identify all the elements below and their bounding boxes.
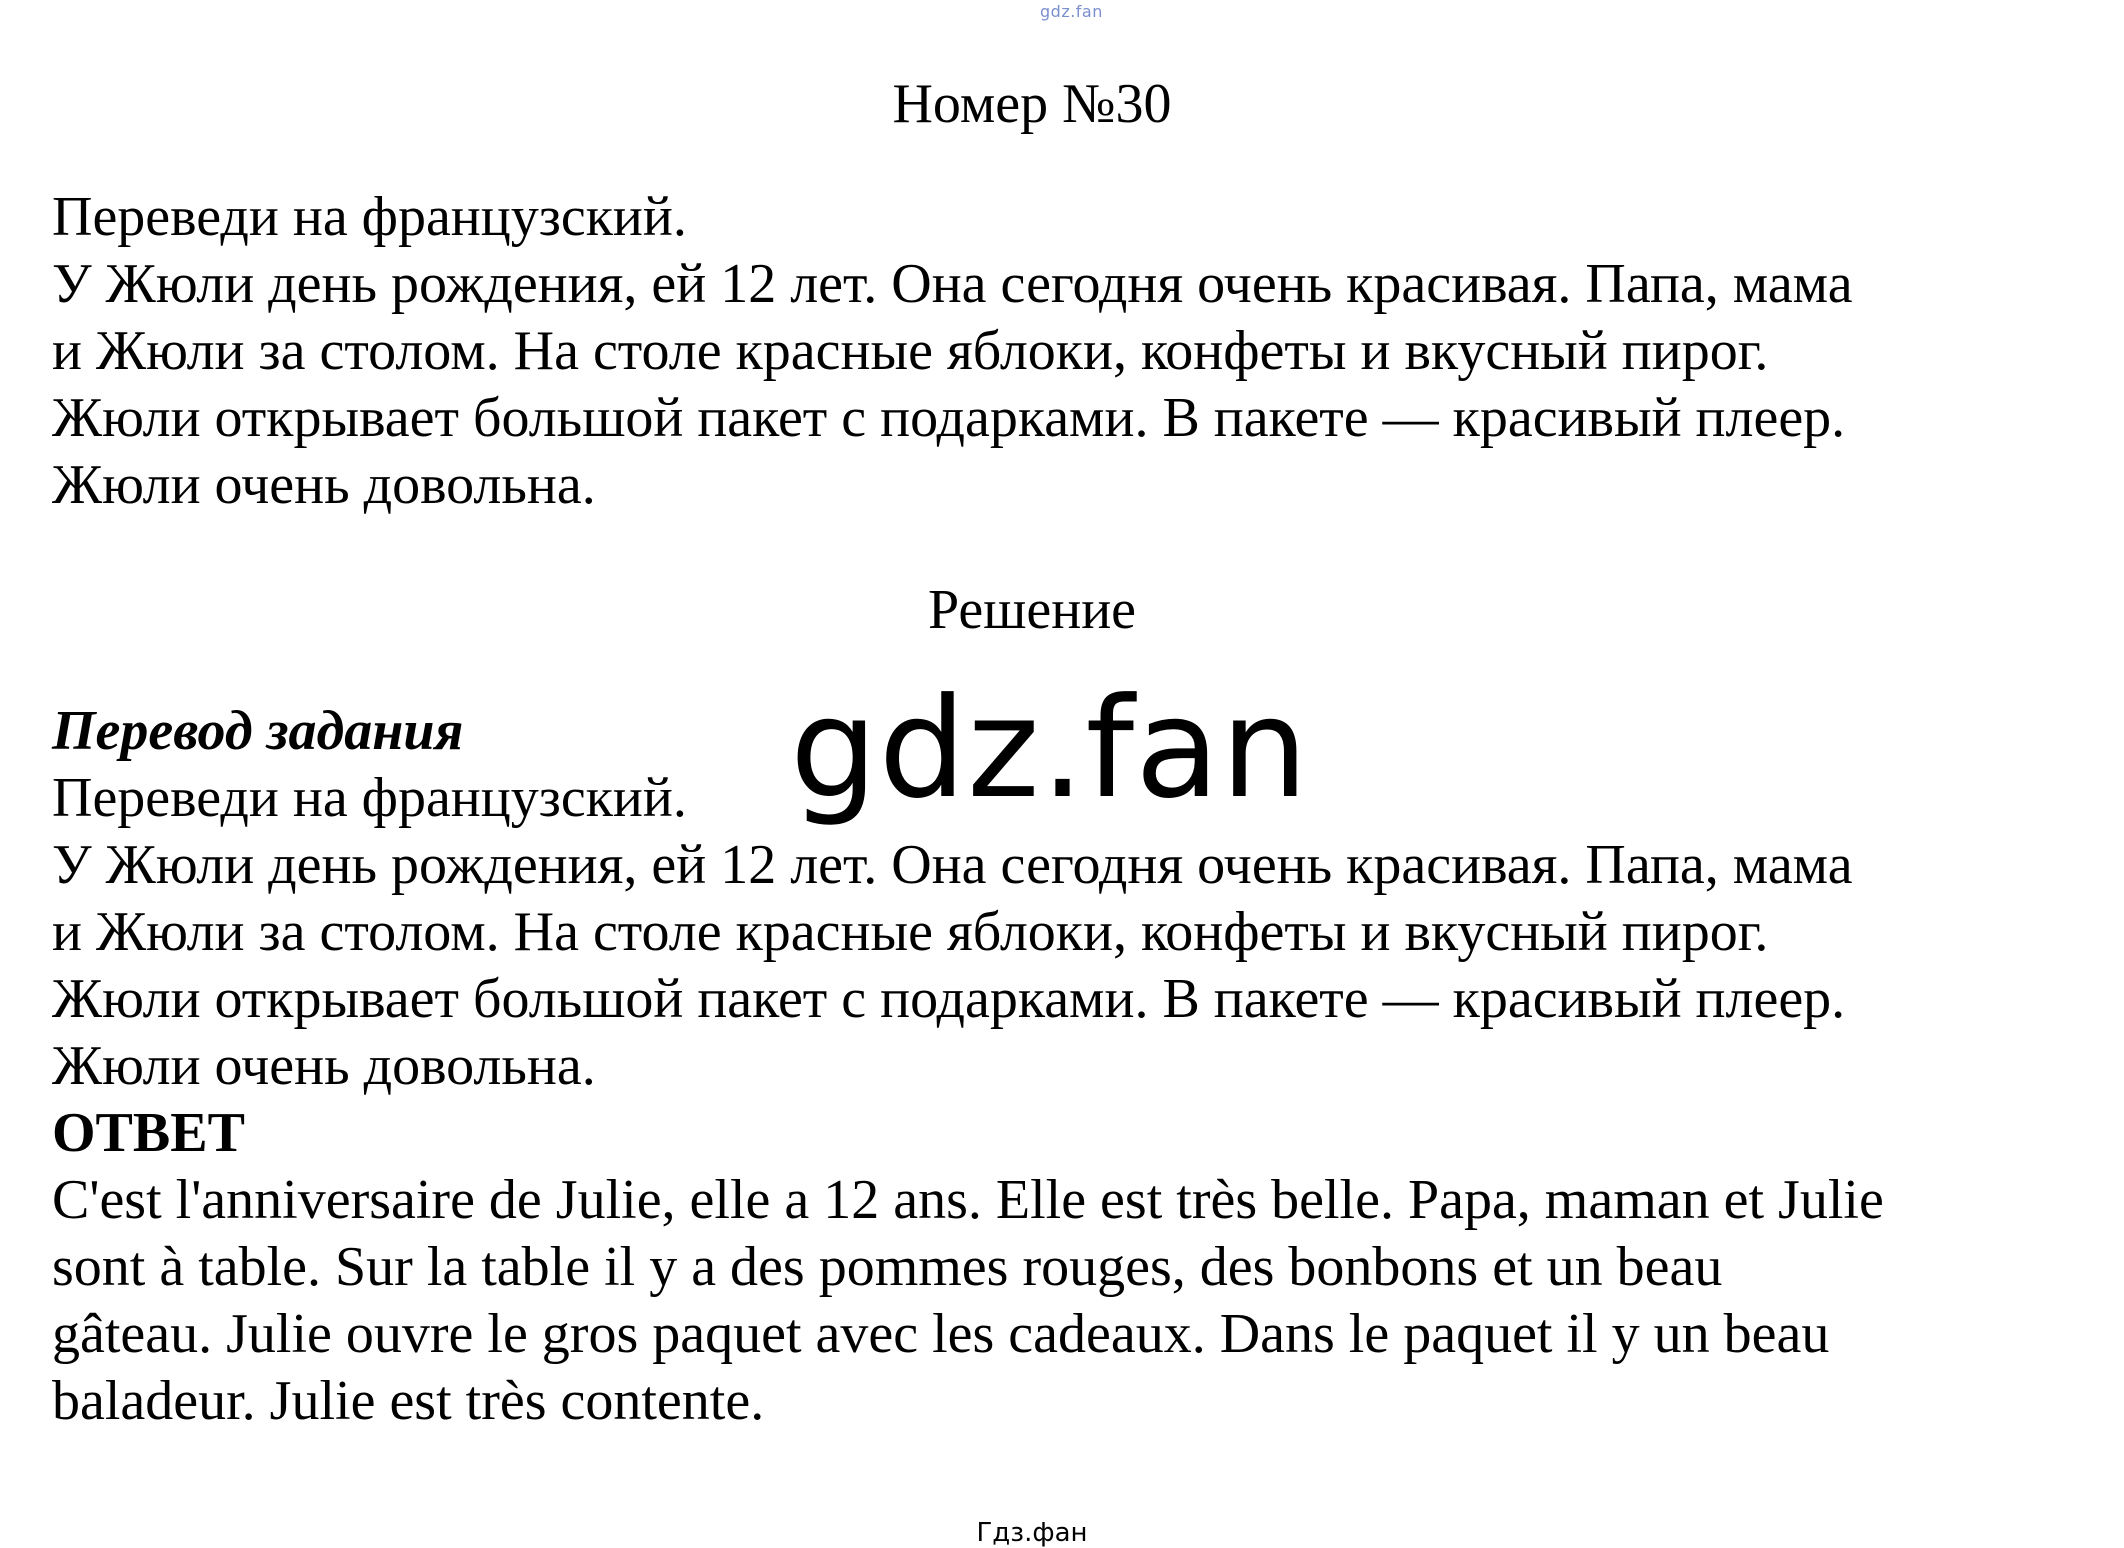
task-line: и Жюли за столом. На столе красные яблоки, конфеты и вкусный пирог. — [52, 320, 1769, 382]
answer-line: C'est l'anniversaire de Julie, elle a 12 ans. Elle est très belle. Papa, maman et Julie — [52, 1169, 1884, 1231]
answer-line: baladeur. Julie est très contente. — [52, 1370, 765, 1432]
task-text — [52, 184, 2092, 519]
task-title: Номер №30 — [892, 73, 1172, 135]
task-line: Переведи на французский. — [52, 186, 687, 248]
translation-line: Жюли открывает большой пакет с подарками. В пакете — красивый плеер. — [52, 968, 1846, 1030]
answer-heading: ОТВЕТ — [52, 1102, 245, 1164]
watermark: gdz.fan — [790, 668, 1310, 829]
translation-line: и Жюли за столом. На столе красные яблоки, конфеты и вкусный пирог. — [52, 901, 1769, 963]
solution-title: Решение — [927, 579, 1137, 641]
task-line: У Жюли день рождения, ей 12 лет. Она сегодня очень красивая. Папа, мама — [52, 253, 1853, 315]
answer-line: sont à table. Sur la table il y a des pommes rouges, des bonbons et un beau — [52, 1236, 1723, 1298]
footer-watermark: Гдз.фан — [976, 1518, 1088, 1548]
answer-line: gâteau. Julie ouvre le gros paquet avec les cadeaux. Dans le paquet il y un beau — [52, 1303, 1830, 1365]
task-line: Жюли открывает большой пакет с подарками. В пакете — красивый плеер. — [52, 387, 1846, 449]
translation-line: Переведи на французский. — [52, 767, 687, 829]
top-watermark: gdz.fan — [1040, 2, 1103, 21]
translation-line: Жюли очень довольна. — [52, 1035, 596, 1097]
task-line: Жюли очень довольна. — [52, 454, 596, 516]
translation-heading: Перевод задания — [52, 700, 464, 762]
translation-line: У Жюли день рождения, ей 12 лет. Она сегодня очень красивая. Папа, мама — [52, 834, 1853, 896]
